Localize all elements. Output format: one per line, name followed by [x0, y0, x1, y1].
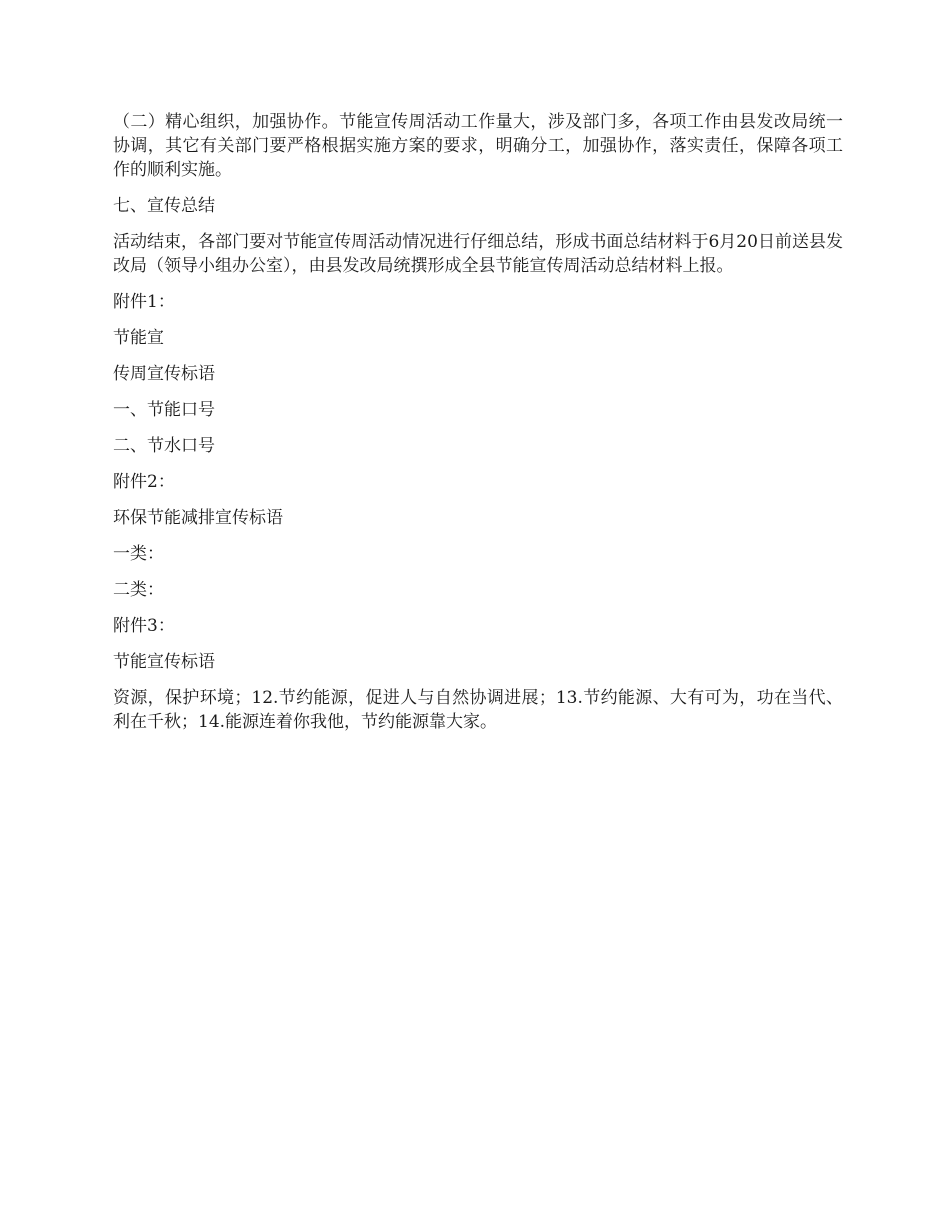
- attachment-3-label: 附件3：: [113, 616, 175, 636]
- document-body: [113, 110, 843, 746]
- attachment-1-title-part1: 节能宣: [113, 328, 164, 348]
- paragraph-summary: 活动结束，各部门要对节能宣传周活动情况进行仔细总结，形成书面总结材料于6月20日前送县发改局（领导小组办公室），由县发改局统撰形成全县节能宣传周活动总结材料上报。: [113, 232, 843, 276]
- category-one-heading: 一类：: [113, 544, 164, 564]
- attachment-1-title-part2: 传周宣传标语: [113, 364, 215, 384]
- energy-slogans-heading: 一、节能口号: [113, 400, 215, 420]
- heading-publicity-summary: 七、宣传总结: [113, 196, 215, 216]
- attachment-2-label: 附件2：: [113, 472, 175, 492]
- paragraph-coordination: （二）精心组织，加强协作。节能宣传周活动工作量大，涉及部门多，各项工作由县发改局统一协调，其它有关部门要严格根据实施方案的要求，明确分工，加强协作，落实责任，保障各项工作的顺利实施。: [113, 112, 843, 180]
- attachment-3-title: 节能宣传标语: [113, 652, 215, 672]
- category-two-heading: 二类：: [113, 580, 164, 600]
- slogans-paragraph: 资源，保护环境；12.节约能源，促进人与自然协调进展；13.节约能源、大有可为，功在当代、利在千秋；14.能源连着你我他，节约能源靠大家。: [113, 688, 843, 732]
- water-slogans-heading: 二、节水口号: [113, 436, 215, 456]
- attachment-1-label: 附件1：: [113, 292, 175, 312]
- attachment-2-title: 环保节能减排宣传标语: [113, 508, 283, 528]
